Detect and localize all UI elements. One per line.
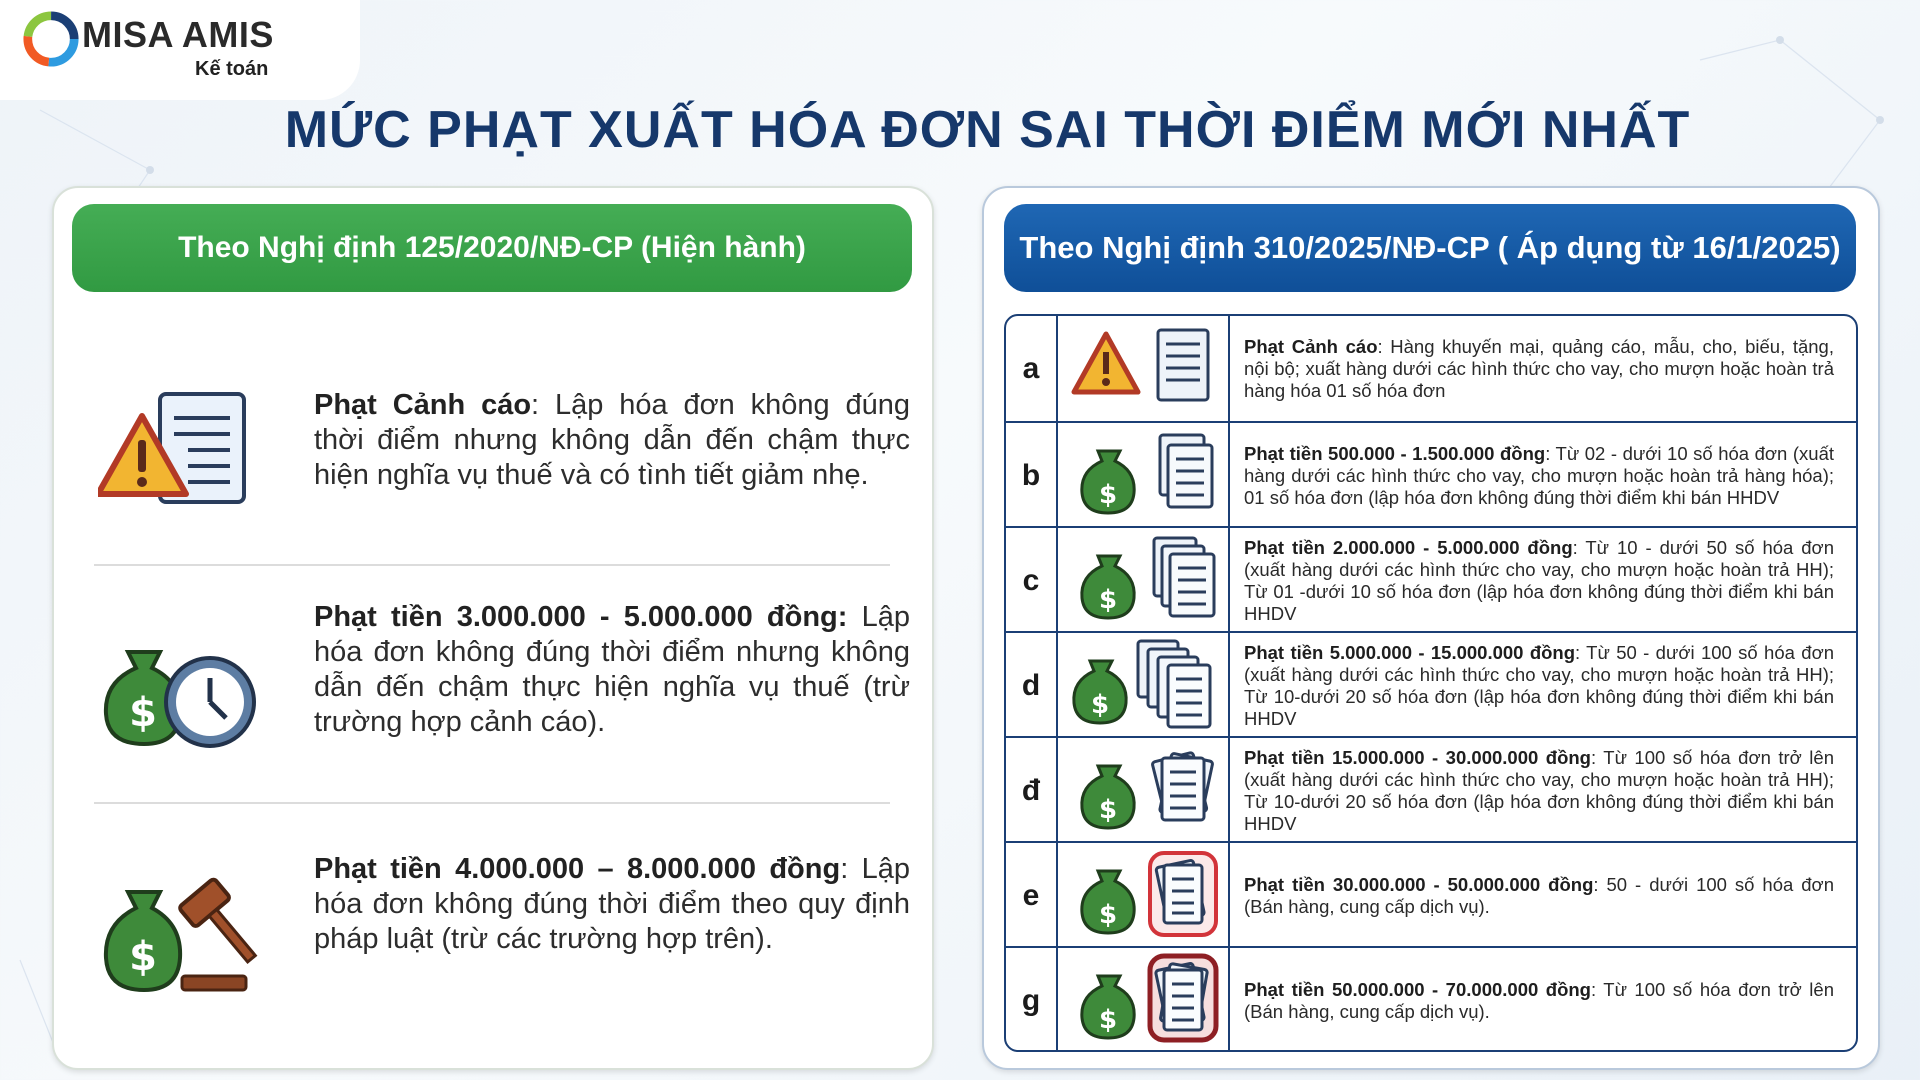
svg-text:$: $ [1098, 900, 1118, 930]
brand-name: MISA AMIS [82, 14, 274, 55]
table-row [1006, 736, 1856, 843]
money-bag-clock-icon [98, 622, 258, 752]
row-description: Phạt tiền 50.000.000 - 70.000.000 đồng: Từ 100 số hóa đơn trở lên (Bán hàng, cung cấp dịch vụ). [1244, 978, 1834, 1022]
brand-logo[interactable] [0, 0, 360, 100]
row-letter: a [1006, 316, 1058, 421]
svg-text:$: $ [1098, 480, 1118, 510]
table-row [1006, 421, 1856, 528]
svg-text:$: $ [1090, 690, 1110, 720]
svg-text:$: $ [1098, 585, 1118, 615]
row-letter: b [1006, 423, 1058, 528]
row-icon-cell [1058, 738, 1230, 843]
row-description: Phạt tiền 15.000.000 - 30.000.000 đồng: Từ 100 số hóa đơn trở lên (xuất hàng dưới các hình thức cho vay, cho mượn hoặc hoàn trả HH); Từ 10-dưới 20 số hóa đơn (lập hóa đơn không đúng thời điểm khi bán HHDV [1244, 746, 1834, 834]
row-letter: đ [1006, 738, 1058, 843]
decree-310-panel [982, 186, 1880, 1070]
row-description: Phạt tiền 2.000.000 - 5.000.000 đồng: Từ 10 - dưới 50 số hóa đơn (xuất hàng dưới các hình thức cho vay, cho mượn hoặc hoàn trả HH); Từ 01 -dưới 10 số hóa đơn (lập hóa đơn không đúng thời điểm khi bán HHDV [1244, 536, 1834, 624]
left-section-fine-3-5m-text: Phạt tiền 3.000.000 - 5.000.000 đồng: Lập hóa đơn không đúng thời điểm nhưng không dẫn đến chậm thực hiện nghĩa vụ thuế (trừ trường hợp cảnh cáo). [314, 601, 910, 738]
svg-text:$: $ [129, 690, 157, 736]
row-letter: c [1006, 528, 1058, 633]
left-section-fine-4-8m-text: Phạt tiền 4.000.000 – 8.000.000 đồng: Lập hóa đơn không đúng thời điểm theo quy định pháp luật (trừ các trường hợp trên). [314, 853, 911, 955]
table-row [1006, 841, 1856, 948]
brand-subtitle: Kế toán [195, 58, 269, 80]
row-letter: e [1006, 843, 1058, 948]
money-bag-3-documents-icon [1064, 532, 1224, 628]
divider [94, 802, 890, 804]
divider [94, 564, 890, 566]
misa-logo-icon [22, 10, 80, 68]
money-bag-darkred-documents-icon [1064, 952, 1224, 1048]
left-section-fine-3-5m [84, 600, 910, 780]
svg-text:$: $ [129, 934, 157, 980]
row-icon-cell [1058, 948, 1230, 1052]
svg-text:$: $ [1098, 795, 1118, 825]
row-letter: g [1006, 948, 1058, 1052]
left-section-fine-4-8m [84, 848, 911, 1028]
table-row [1006, 316, 1856, 421]
table-row [1006, 631, 1856, 738]
row-icon-cell [1058, 528, 1230, 633]
row-description: Phạt tiền 30.000.000 - 50.000.000 đồng: 50 - dưới 100 số hóa đơn (Bán hàng, cung cấp dịch vụ). [1244, 873, 1834, 917]
money-bag-4-documents-icon [1064, 637, 1224, 733]
row-icon-cell [1058, 316, 1230, 421]
table-row [1006, 946, 1856, 1052]
decree-125-panel [52, 186, 934, 1070]
money-bag-document-fan-icon [1064, 742, 1224, 838]
left-section-warning [84, 378, 910, 548]
row-icon-cell [1058, 843, 1230, 948]
table-row [1006, 526, 1856, 633]
decree-125-header: Theo Nghị định 125/2020/NĐ-CP (Hiện hành) [72, 204, 912, 292]
row-description: Phạt tiền 500.000 - 1.500.000 đồng: Từ 02 - dưới 10 số hóa đơn (xuất hàng dưới các hình thức cho vay, cho mượn hoặc hoàn trả hàng hóa); 01 số hóa đơn (lập hóa đơn không đúng thời điểm khi bán HHDV [1244, 442, 1834, 508]
page-title: MỨC PHẠT XUẤT HÓA ĐƠN SAI THỜI ĐIỂM MỚI NHẤT [284, 101, 1691, 159]
money-bag-gavel-icon [98, 868, 258, 998]
row-letter: d [1006, 633, 1058, 738]
left-section-warning-text: Phạt Cảnh cáo: Lập hóa đơn không đúng thời điểm nhưng không dẫn đến chậm thực hiện nghĩa vụ thuế và có tình tiết giảm nhẹ. [314, 389, 910, 491]
money-bag-2-documents-icon [1064, 427, 1224, 523]
penalty-table [1004, 314, 1858, 1052]
row-icon-cell [1058, 633, 1230, 738]
warning-document-icon [1064, 320, 1224, 416]
row-description: Phạt Cảnh cáo: Hàng khuyến mại, quảng cáo, mẫu, cho, biếu, tặng, nội bộ; xuất hàng dưới các hình thức cho vay, cho mượn hoặc hoàn trả hàng hóa 01 số hóa đơn [1244, 335, 1834, 401]
row-description: Phạt tiền 5.000.000 - 15.000.000 đồng: Từ 50 - dưới 100 số hóa đơn (xuất hàng dưới các hình thức cho vay, cho mượn hoặc hoàn trả HH); Từ 10-dưới 20 số hóa đơn (lập hóa đơn không đúng thời điểm khi bán HHDV [1244, 641, 1834, 729]
warning-document-icon [98, 388, 258, 518]
decree-310-header: Theo Nghị định 310/2025/NĐ-CP ( Áp dụng từ 16/1/2025) [1004, 204, 1856, 292]
row-icon-cell [1058, 423, 1230, 528]
svg-text:$: $ [1098, 1005, 1118, 1035]
money-bag-red-documents-icon [1064, 847, 1224, 943]
